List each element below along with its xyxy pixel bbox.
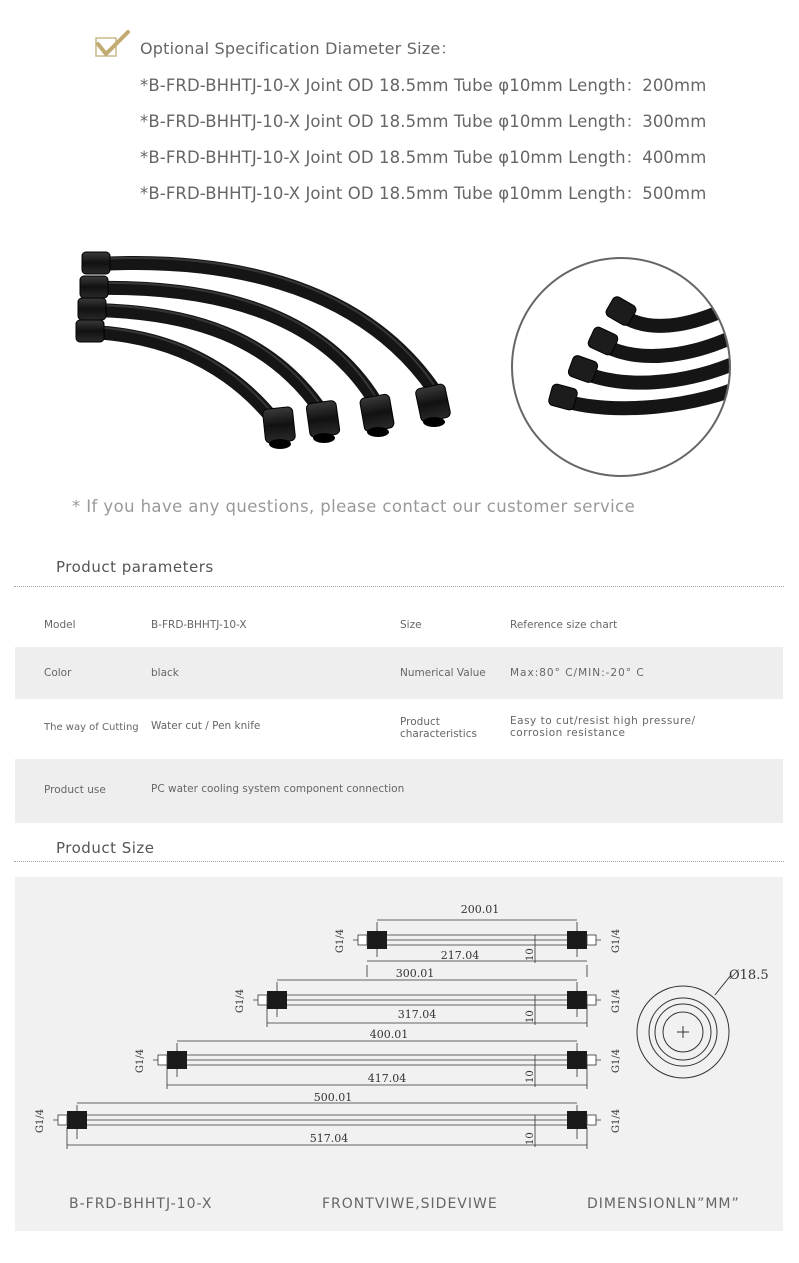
thread-label: G1/4: [335, 928, 346, 953]
caption-model: B-FRD-BHHTJ-10-X: [69, 1196, 213, 1212]
size-drawing-panel: [15, 877, 783, 1231]
dim-overall-400: 417.04: [367, 1072, 407, 1085]
thread-label: G1/4: [235, 988, 246, 1013]
fitting-label: 10: [525, 1010, 536, 1023]
size-heading: Product Size: [56, 839, 155, 857]
spec-title: Optional Specification Diameter Size：: [140, 39, 457, 58]
param-row-model: Model B-FRD-BHHTJ-10-X Size Reference size chart: [44, 619, 618, 631]
param-row-use: Product use PC water cooling system component connection: [15, 759, 783, 823]
thread-label: G1/4: [611, 1048, 622, 1073]
thread-label: G1/4: [611, 988, 622, 1013]
customer-service-note: * If you have any questions, please contact our customer service: [72, 497, 636, 516]
dim-overall-300: 317.04: [397, 1008, 437, 1021]
thread-label: G1/4: [611, 928, 622, 953]
diameter-label: Ø18.5: [729, 968, 769, 983]
spec-line-500: *B-FRD-BHHTJ-10-X Joint OD 18.5mm Tube φ10mm Length：500mm: [140, 184, 707, 203]
dim-inner-300: 300.01: [395, 967, 435, 980]
dim-inner-400: 400.01: [369, 1028, 409, 1041]
fitting-closeup: [510, 256, 732, 478]
parameters-heading: Product parameters: [56, 558, 214, 576]
divider: [14, 586, 784, 587]
dim-inner-500: 500.01: [313, 1091, 353, 1104]
thread-label: G1/4: [35, 1108, 46, 1133]
dim-overall-200: 217.04: [440, 949, 480, 962]
spec-line-400: *B-FRD-BHHTJ-10-X Joint OD 18.5mm Tube φ10mm Length：400mm: [140, 148, 707, 167]
check-icon: [94, 30, 134, 60]
fitting-label: 10: [525, 1132, 536, 1145]
spec-line-200: *B-FRD-BHHTJ-10-X Joint OD 18.5mm Tube φ10mm Length：200mm: [140, 76, 707, 95]
thread-label: G1/4: [611, 1108, 622, 1133]
param-row-cutting: The way of Cutting Water cut / Pen knife Product characteristics Easy to cut/resist high pressure/ corrosion resistance: [44, 715, 696, 740]
caption-unit: DIMENSIONLN”MM”: [587, 1196, 740, 1212]
dimension-drawing: [15, 877, 783, 1231]
param-row-color: Color black Numerical Value Max:80° C/MIN:-20° C: [15, 647, 783, 699]
tubes-photo: [60, 236, 480, 466]
dim-overall-500: 517.04: [309, 1132, 349, 1145]
dim-inner-200: 200.01: [460, 903, 500, 916]
fitting-label: 10: [525, 1070, 536, 1083]
thread-label: G1/4: [135, 1048, 146, 1073]
divider: [14, 861, 784, 862]
caption-views: FRONTVIWE,SIDEVIWE: [322, 1196, 498, 1212]
fitting-label: 10: [525, 948, 536, 961]
spec-line-300: *B-FRD-BHHTJ-10-X Joint OD 18.5mm Tube φ10mm Length：300mm: [140, 112, 707, 131]
